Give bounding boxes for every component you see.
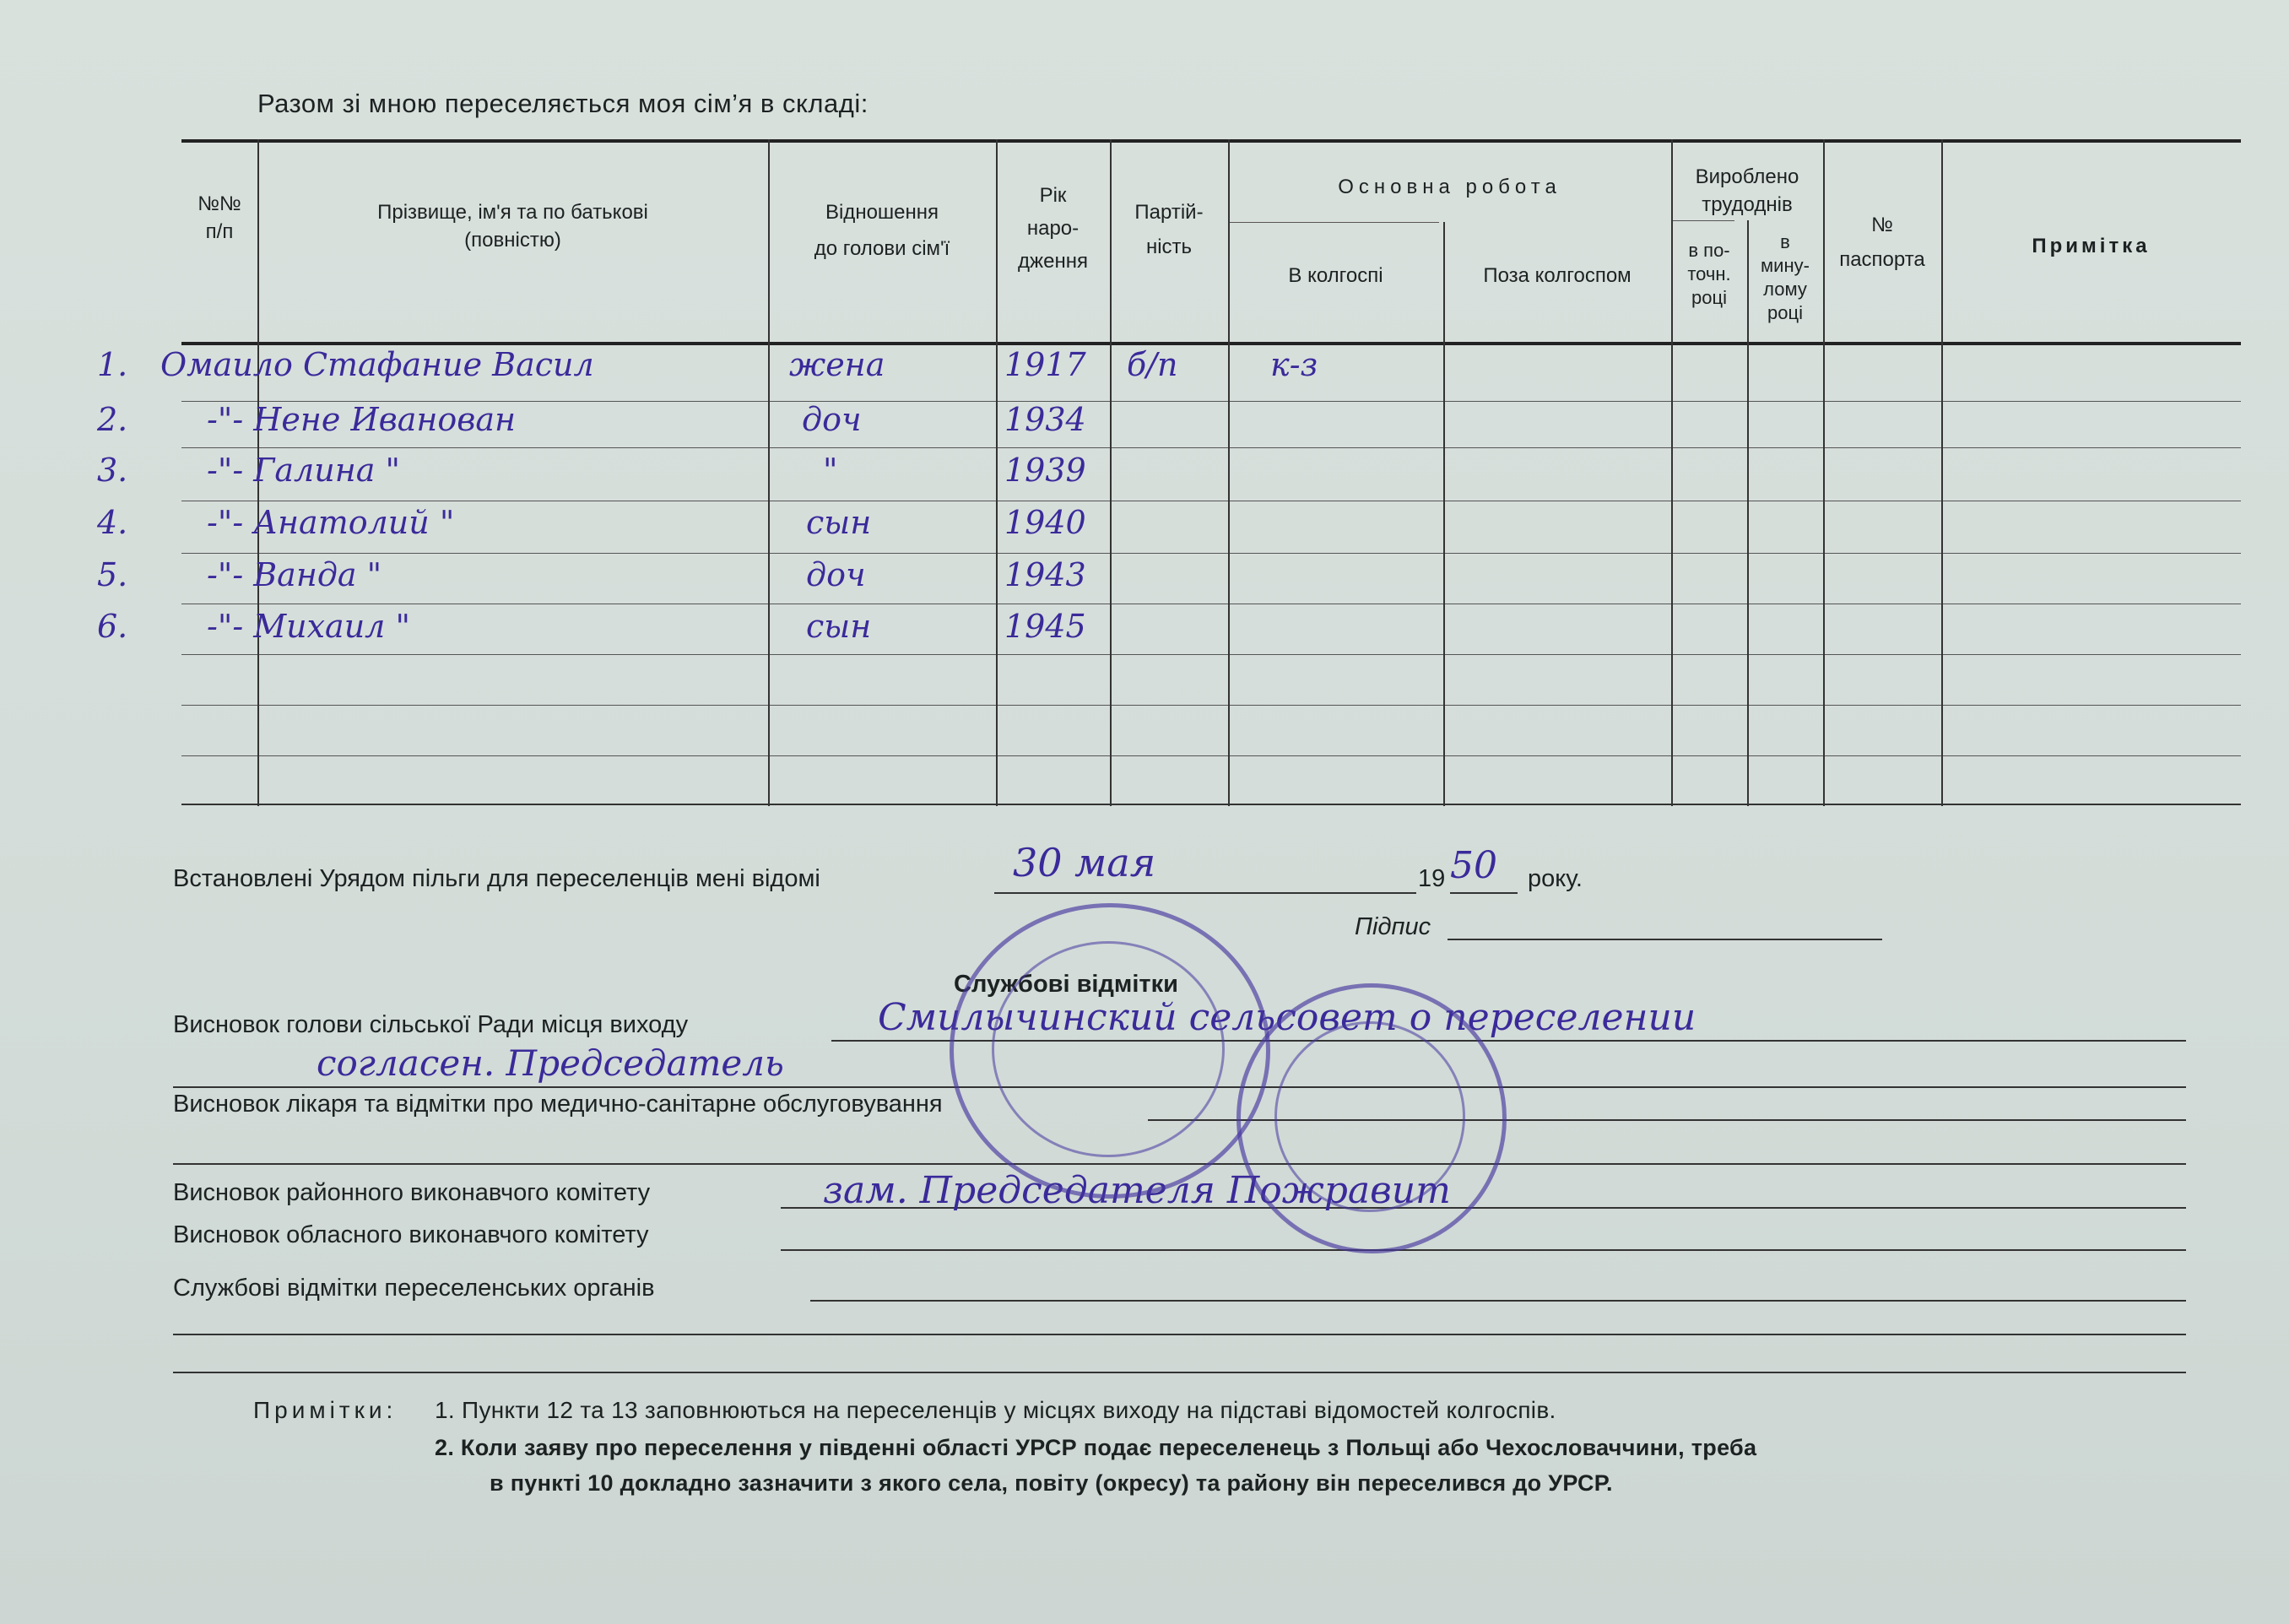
doctor-label: Висновок лікаря та відмітки про медично-санітарне обслуговування xyxy=(173,1091,943,1118)
header-name: Прізвище, ім'я та по батькові (повністю) xyxy=(377,201,648,252)
notes-label: Примітки: xyxy=(253,1397,398,1423)
oblast-label: Висновок обласного виконавчого комітету xyxy=(173,1221,649,1248)
header-outside: Поза колгоспом xyxy=(1483,264,1632,287)
round-seal-stamp xyxy=(950,903,1270,1199)
round-seal-stamp xyxy=(1236,983,1507,1253)
village-council-label: Висновок голови сільської Ради місця виходу xyxy=(173,1011,689,1038)
row-year: 1939 xyxy=(1004,452,1086,489)
signature-label: Підпис xyxy=(1355,913,1431,940)
row-year: 1917 xyxy=(1004,346,1086,383)
resettle-line xyxy=(810,1300,2186,1302)
row-line xyxy=(181,654,2241,655)
row-year: 1945 xyxy=(1004,608,1086,645)
row-year: 1943 xyxy=(1004,556,1086,593)
signature-line xyxy=(1448,939,1882,940)
row-name: -"- Нене Иванован xyxy=(207,401,517,438)
header-party: Партій- ність xyxy=(1134,201,1204,258)
row-num: 2. xyxy=(97,401,128,438)
year-prefix: 19 xyxy=(1418,865,1446,892)
district-label: Висновок районного виконавчого комітету xyxy=(173,1179,651,1206)
benefits-date-line xyxy=(994,892,1416,894)
benefits-label: Встановлені Урядом пільги для переселенців мені відомі xyxy=(173,865,820,892)
row-num: 5. xyxy=(97,556,128,593)
header-num: №№ п/п xyxy=(198,192,241,243)
header-passport: № паспорта xyxy=(1839,214,1925,271)
row-work: к-з xyxy=(1270,346,1318,383)
note-1: 1. Пункти 12 та 13 заповнюються на переселенців у місцях виходу на підставі відомостей колгоспів. xyxy=(435,1397,1556,1423)
benefits-date: 30 мая xyxy=(1013,840,1156,885)
row-line xyxy=(181,447,2241,448)
village-conclusion-1: Смилычинский сельсовет о переселении xyxy=(878,996,1696,1039)
row-num: 3. xyxy=(97,452,128,489)
oblast-line xyxy=(781,1249,2186,1251)
row-relation: доч xyxy=(802,401,862,438)
family-table xyxy=(97,139,2241,806)
header-workdays: Вироблено трудоднів xyxy=(1695,165,1799,216)
header-year: Рік наро- дження xyxy=(1018,184,1088,273)
year-handwritten: 50 xyxy=(1450,844,1497,887)
year-suffix: року. xyxy=(1528,865,1583,892)
header-current-year: в по- точн. році xyxy=(1687,240,1731,308)
row-line xyxy=(181,705,2241,706)
row-year: 1940 xyxy=(1004,504,1086,541)
row-name: -"- Анатолий " xyxy=(207,504,455,541)
row-num: 6. xyxy=(97,608,128,645)
official-marks-title: Службові відмітки xyxy=(954,971,1178,998)
row-year: 1934 xyxy=(1004,401,1086,438)
header-remark: Примітка xyxy=(2032,235,2151,257)
row-party: б/п xyxy=(1127,346,1178,383)
village-conclusion-2: согласен. Председатель xyxy=(317,1042,784,1084)
workdays-divider xyxy=(1671,220,1734,221)
note-2a: 2. Коли заяву про переселення у південні області УРСР подає переселенець з Польщі або Чехословаччини, треба xyxy=(435,1435,1757,1460)
row-relation: доч xyxy=(806,556,866,593)
header-main-work: Основна робота xyxy=(1338,176,1561,198)
header-past-year: в мину- лому році xyxy=(1761,231,1810,323)
row-relation: сын xyxy=(806,608,872,645)
row-num: 4. xyxy=(97,504,128,541)
row-line xyxy=(181,755,2241,756)
extra-line-2 xyxy=(173,1372,2186,1373)
table-bottom-border xyxy=(181,804,2241,805)
row-relation: " xyxy=(823,452,838,489)
note-2b: в пункті 10 докладно зазначити з якого села, повіту (окресу) та району він переселився до УРСР. xyxy=(490,1470,1613,1496)
district-conclusion: зам. Председателя Пожравит xyxy=(823,1169,1451,1212)
row-name: -"- Михаил " xyxy=(207,608,410,645)
header-relation: Відношення до голови сім'ї xyxy=(814,201,950,260)
resettle-label: Службові відмітки переселенських органів xyxy=(173,1275,655,1302)
header-bottom-border xyxy=(181,342,2241,345)
main-work-divider xyxy=(1228,222,1439,223)
row-name: -"- Ванда " xyxy=(207,556,382,593)
row-num: 1. xyxy=(97,346,128,383)
row-line xyxy=(181,553,2241,554)
row-name: Омаило Стафание Васил xyxy=(160,346,594,383)
extra-line-1 xyxy=(173,1334,2186,1335)
header-in-kolhosp: В колгоспі xyxy=(1288,264,1383,287)
table-top-border xyxy=(181,139,2241,143)
row-relation: жена xyxy=(789,346,885,383)
family-intro: Разом зі мною переселяється моя сім’я в складі: xyxy=(257,89,869,118)
year-line xyxy=(1450,892,1518,894)
row-name: -"- Галина " xyxy=(207,452,400,489)
col-divider xyxy=(1443,222,1445,806)
col-divider xyxy=(1228,139,1230,806)
row-relation: сын xyxy=(806,504,872,541)
